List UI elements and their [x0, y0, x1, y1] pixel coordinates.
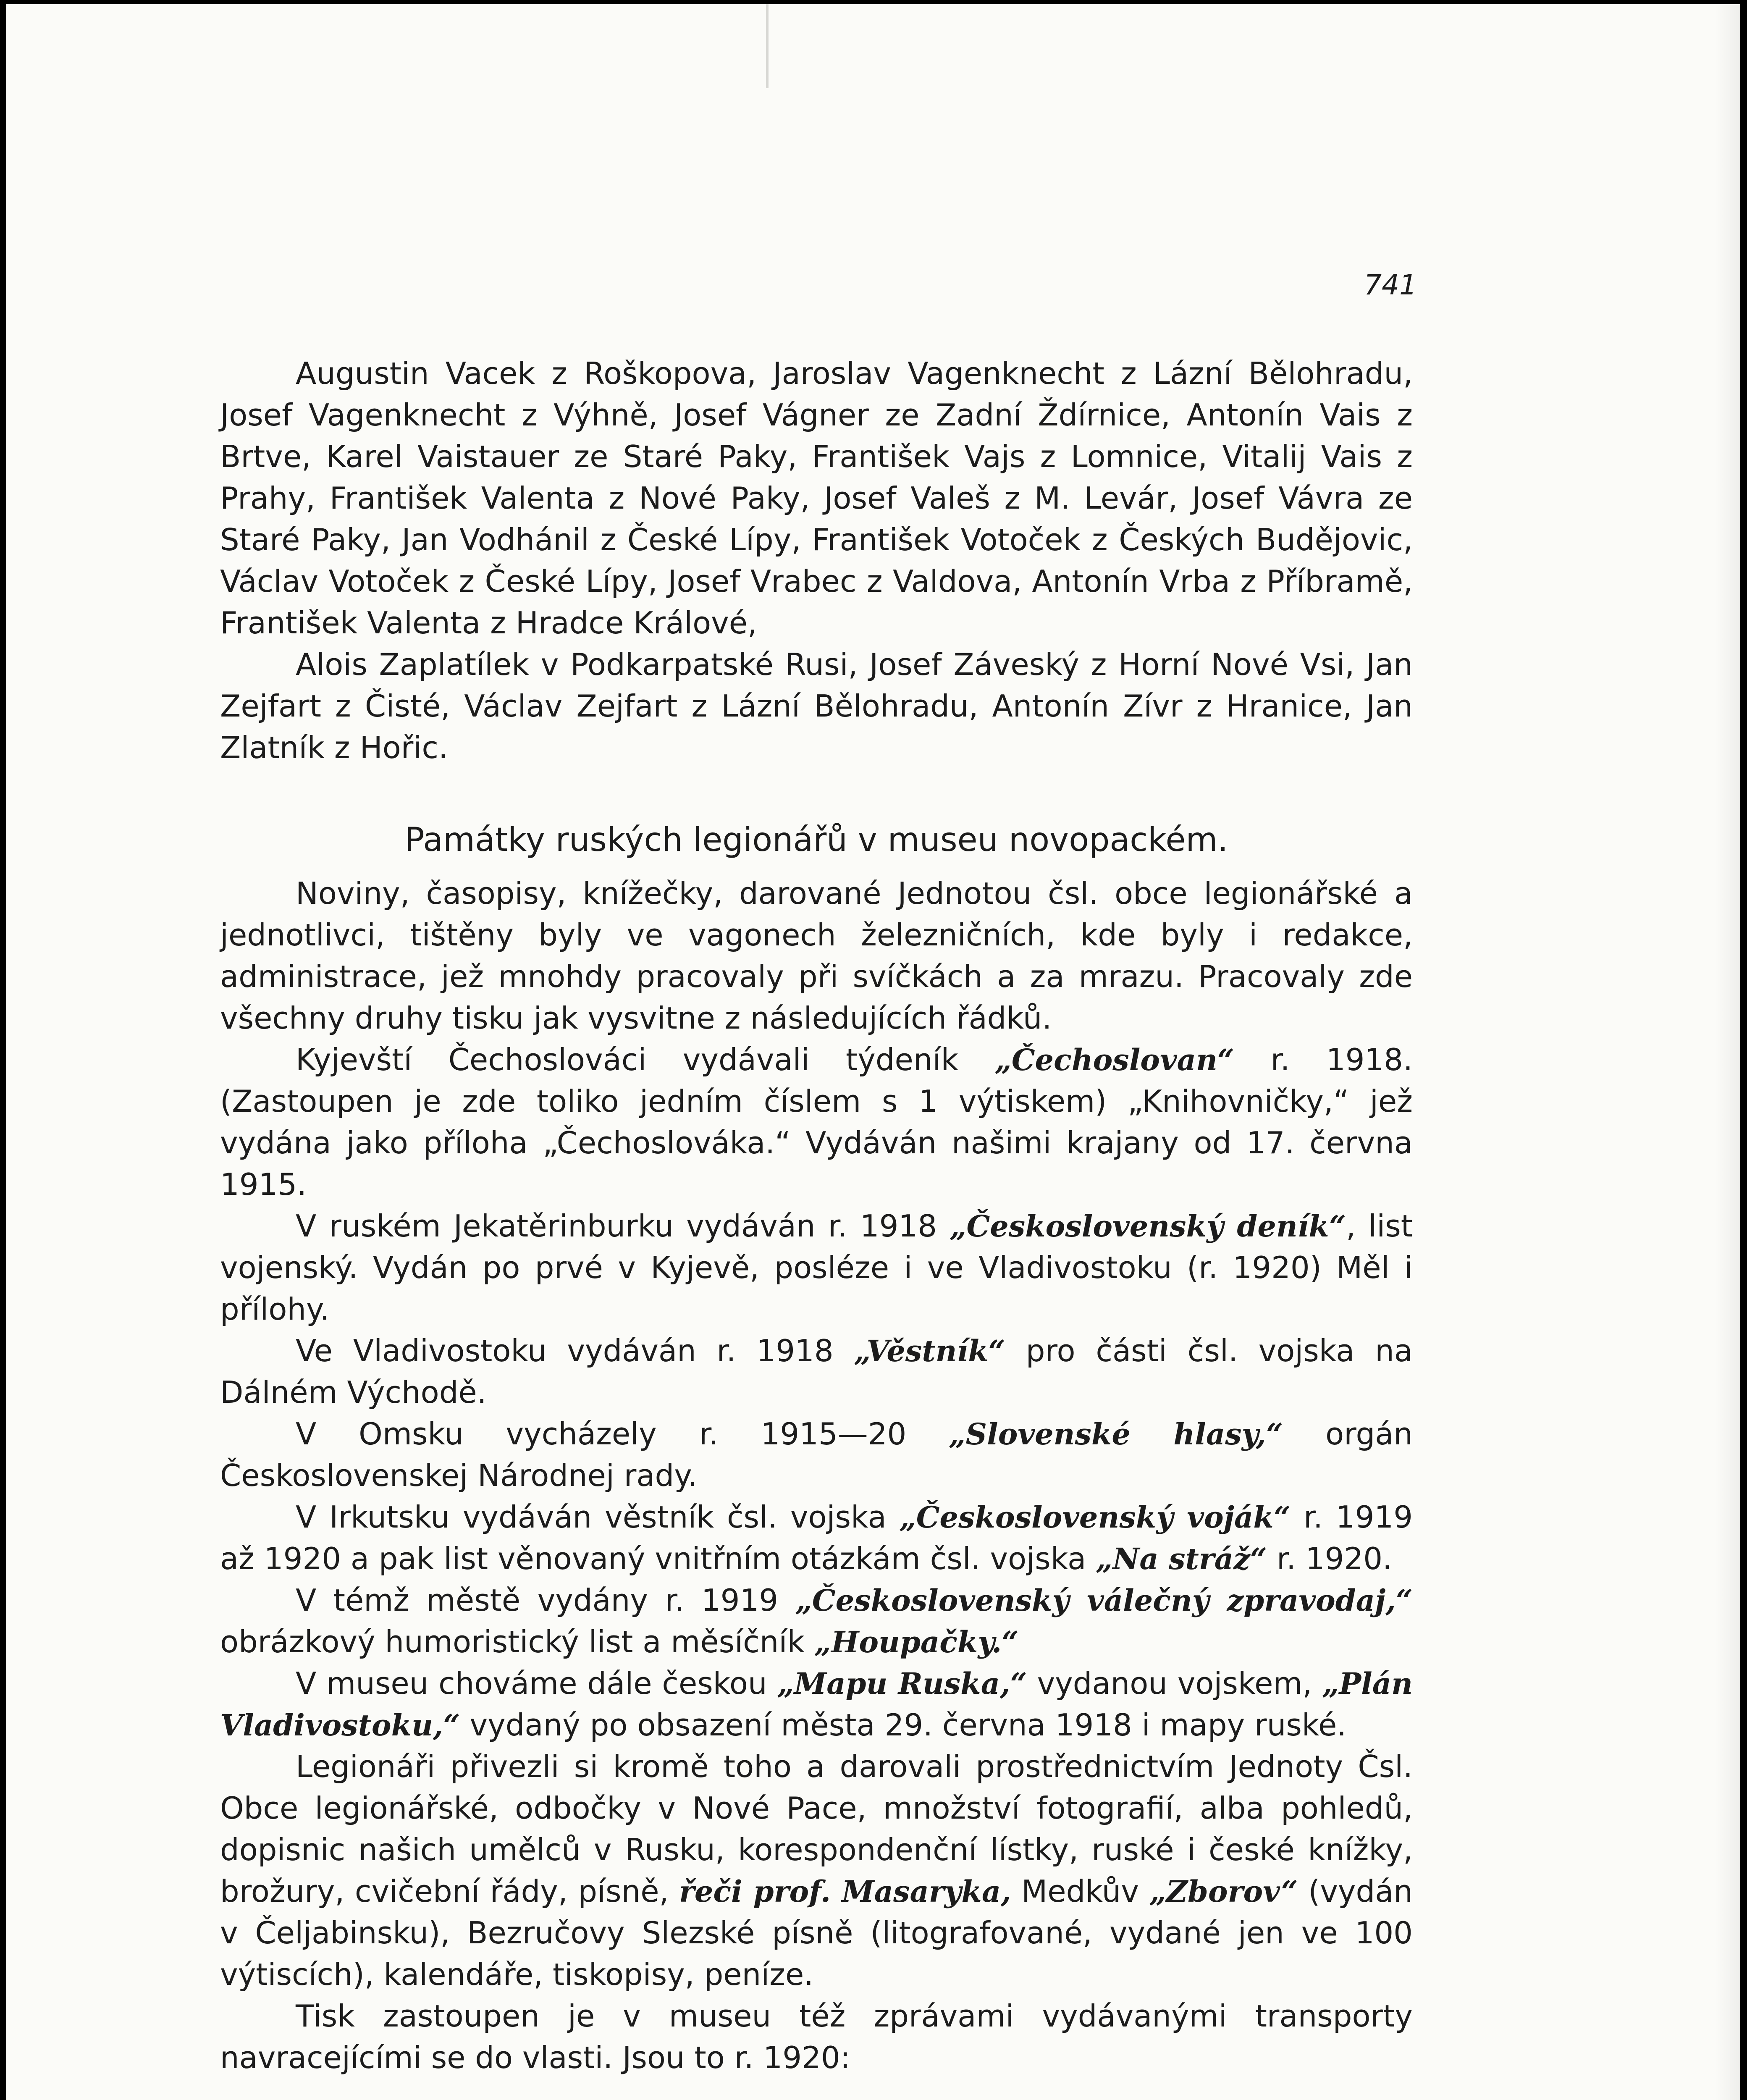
periodical-title: „Na stráž“: [1096, 1541, 1267, 1576]
page-edge-shadow: [1715, 4, 1740, 2100]
paragraph: V museu chováme dále českou „Mapu Ruska,“ vydanou vojskem, „Plán Vladivostoku,“ vydaný po obsazení města 29. června 1918 i mapy ruské.: [220, 1666, 1413, 1743]
paragraph: V ruském Jekatěrinburku vydáván r. 1918 „Československý deník“, list vojenský. Vydán po prvé v Kyjevě, posléze i ve Vladivostoku (r. 1920) Měl i přílohy.: [220, 1208, 1413, 1327]
section-title: Památky ruských legionářů v museu novopackém.: [404, 821, 1228, 859]
document-page: [6, 4, 1740, 2100]
periodical-title: „Věstník“: [854, 1334, 1005, 1368]
page-number: 741: [1364, 269, 1417, 301]
name-list-paragraph-2: Alois Zaplatílek v Podkarpatské Rusi, Josef Záveský z Horní Nové Vsi, Jan Zejfart z Čisté, Václav Zejfart z Lázní Bělohradu, Antonín Zívr z Hranice, Jan Zlatník z Hořic.: [220, 647, 1413, 765]
scan-artifact: [766, 4, 769, 88]
name-list-paragraph-1: Augustin Vacek z Roškopova, Jaroslav Vagenknecht z Lázní Bělohradu, Josef Vagenknecht z Výhně, Josef Vágner ze Zadní Ždírnice, Antonín Vais z Brtve, Karel Vaistauer ze Staré Paky, František Vajs z Lomnice, Vitalij Vais z Prahy, František Valenta z Nové Paky, Josef Valeš z M. Levár, Josef Vávra ze Staré Paky, Jan Vodhánil z České Lípy, František Votoček z Českých Budějovic, Václav Votoček z České Lípy, Josef Vrabec z Valdova, Antonín Vrba z Příbramě, František Valenta z Hradce Králové,: [220, 356, 1413, 640]
paragraph: V témž městě vydány r. 1919 „Československý válečný zpravodaj,“ obrázkový humoristický list a měsíčník „Houpačky.“: [220, 1583, 1413, 1659]
paragraph: Noviny, časopisy, knížečky, darované Jednotou čsl. obce legionářské a jednotlivci, tištěny byly ve vagonech železničních, kde byly i redakce, administrace, jež mnohdy pracovaly při svíčkách a za mrazu. Pracovaly zde všechny druhy tisku jak vysvitne z následujících řádků.: [220, 876, 1413, 1036]
periodical-title: „Slovenské hlasy,“: [949, 1417, 1283, 1452]
paragraph: Legionáři přivezli si kromě toho a darovali prostřednictvím Jednoty Čsl. Obce legionářské, odbočky v Nové Pace, množství fotografií, alba pohledů, dopisnic našich umělců v Rusku, korespondenční lístky, ruské i české knížky, brožury, cvičební řády, písně, řeči prof. Masaryka, Medkův „Zborov“ (vydán v Čeljabinsku), Bezručovy Slezské písně (litografované, vydané jen ve 100 výtiscích), kalendáře, tiskopisy, peníze.: [220, 1749, 1413, 1992]
paragraph: Kyjevští Čechoslováci vydávali týdeník „Čechoslovan“ r. 1918. (Zastoupen je zde toliko jedním číslem s 1 výtiskem) „Knihovničky,“ jež vydána jako příloha „Čechoslováka.“ Vydáván našimi krajany od 17. června 1915.: [220, 1042, 1413, 1202]
emphasized-text: řeči prof. Masaryka,: [679, 1874, 1011, 1909]
periodical-title: „Československý deník“: [950, 1209, 1346, 1244]
paragraph: Ve Vladivostoku vydáván r. 1918 „Věstník“ pro části čsl. vojska na Dálném Východě.: [220, 1333, 1413, 1410]
periodical-title: „Mapu Ruska,“: [777, 1666, 1027, 1701]
paragraph: V Omsku vycházely r. 1915—20 „Slovenské hlasy,“ orgán Československej Národnej rady.: [220, 1416, 1413, 1493]
periodical-title: „Zborov“: [1149, 1874, 1298, 1909]
page-body: [220, 353, 1413, 2079]
periodical-title: „Plán Vladivostoku,“: [220, 1666, 1413, 1743]
periodical-title: „Houpačky.“: [814, 1625, 1019, 1659]
periodical-title: „Československý voják“: [899, 1500, 1291, 1535]
paragraph: Tisk zastoupen je v museu též zprávami vydávanými transporty navracejícími se do vlasti. Jsou to r. 1920:: [220, 1998, 1413, 2075]
periodical-title: „Československý válečný zpravodaj,“: [795, 1583, 1413, 1618]
periodical-title: „Čechoslovan“: [994, 1042, 1235, 1077]
paragraph: V Irkutsku vydáván věstník čsl. vojska „Československý voják“ r. 1919 až 1920 a pak list věnovaný vnitřním otázkám čsl. vojska „Na stráž“ r. 1920.: [220, 1499, 1413, 1576]
